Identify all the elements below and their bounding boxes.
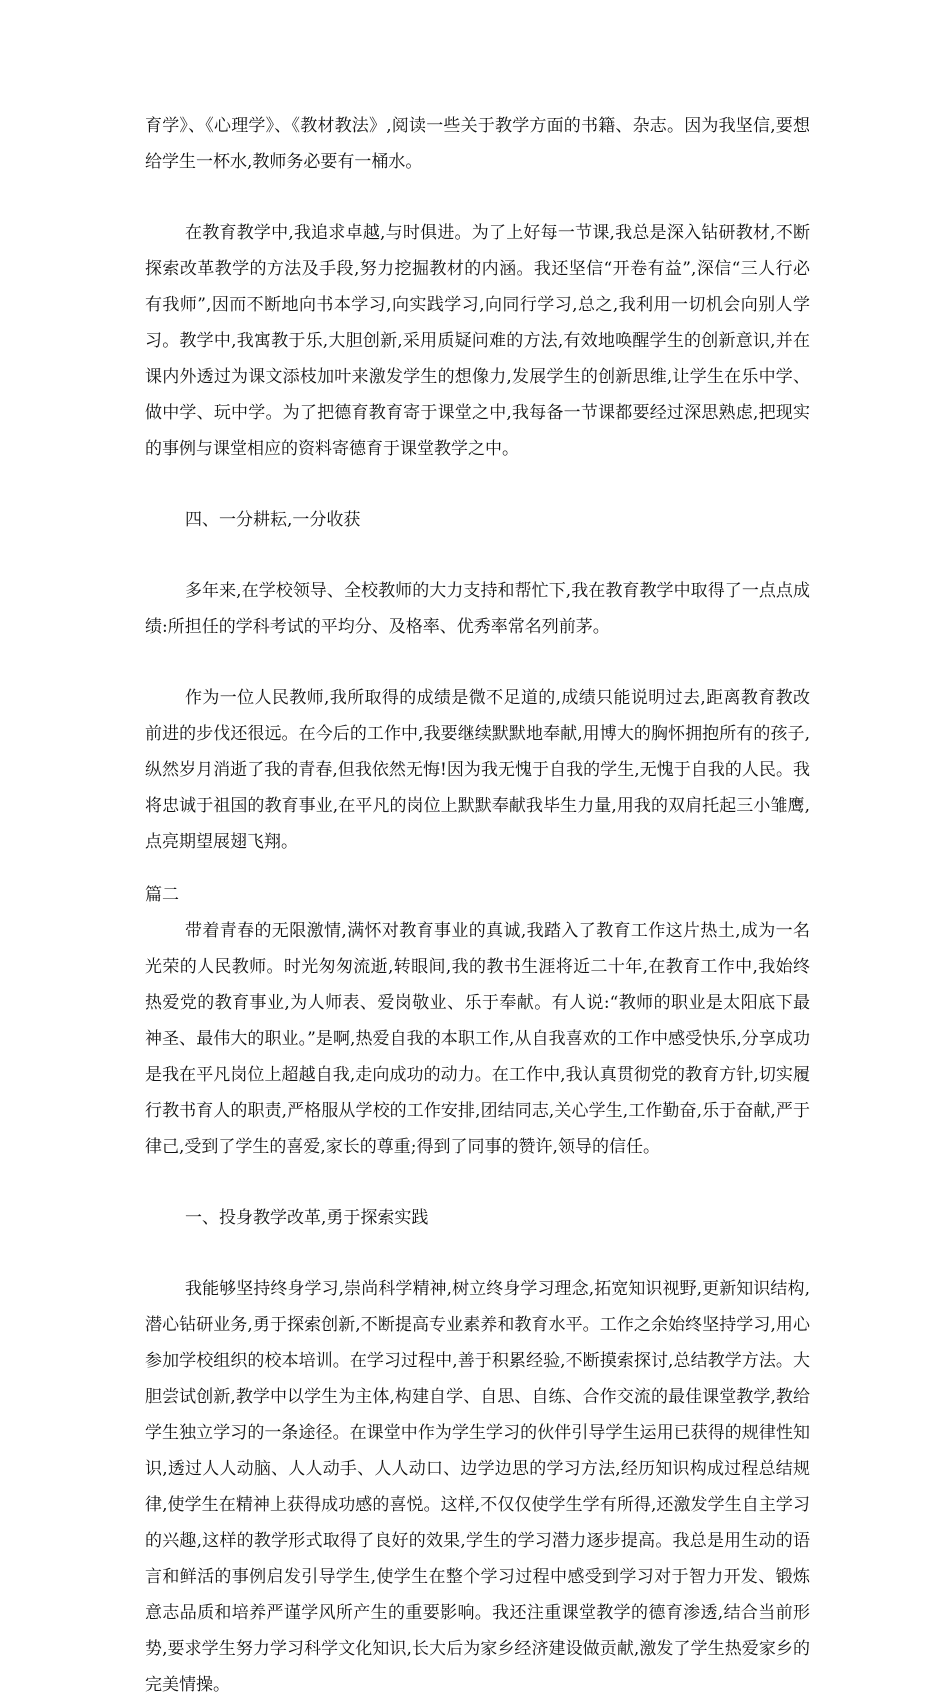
paragraph-spacer — [145, 1236, 810, 1271]
paragraph-spacer — [145, 860, 810, 877]
paragraph-achievements: 多年来,在学校领导、全校教师的大力支持和帮忙下,我在教育教学中取得了一点点成绩:所担任的学科考试的平均分、及格率、优秀率常名列前茅。 — [145, 581, 810, 637]
paragraph-spacer — [145, 1165, 810, 1200]
section-heading-four: 四、一分耕耘,一分收获 — [185, 510, 361, 530]
paragraph-spacer — [145, 180, 810, 215]
paragraph-spacer — [145, 538, 810, 573]
paragraph-teaching: 在教育教学中,我追求卓越,与时俱进。为了上好每一节课,我总是深入钻研教材,不断探索改革教学的方法及手段,努力挖掘教材的内涵。我还坚信“开卷有益”,深信“三人行必有我师”,因而不断地向书本学习,向实践学习,向同行学习,总之,我利用一切机会向别人学习。教学中,我寓教于乐,大胆创新,采用质疑问难的方法,有效地唤醒学生的创新意识,并在课内外透过为课文添枝加叶来激发学生的想像力,发展学生的创新思维,让学生在乐中学、做中学、玩中学。为了把德育教育寄于课堂之中,我每备一节课都要经过深思熟虑,把现实的事例与课堂相应的资料寄德育于课堂教学之中。 — [145, 223, 810, 459]
paragraph-future: 作为一位人民教师,我所取得的成绩是微不足道的,成绩只能说明过去,距离教育教改前进的步伐还很远。在今后的工作中,我要继续默默地奉献,用博大的胸怀拥抱所有的孩子,纵然岁月消逝了我的青春,但我依然无悔!因为我无愧于自我的学生,无愧于自我的人民。我将忠诚于祖国的教育事业,在平凡的岗位上默默奉献我毕生力量,用我的双肩托起三小雏鹰,点亮期望展翅飞翔。 — [145, 688, 810, 852]
paragraph-spacer — [145, 467, 810, 502]
section-heading-one: 一、投身教学改革,勇于探索实践 — [185, 1208, 429, 1228]
paragraph-spacer — [145, 645, 810, 680]
paragraph-continued: 育学》、《心理学》、《教材教法》,阅读一些关于教学方面的书籍、杂志。因为我坚信,要想给学生一杯水,教师务必要有一桶水。 — [145, 116, 810, 172]
document-body — [145, 108, 810, 1703]
paragraph-lifelong-learning: 我能够坚持终身学习,崇尚科学精神,树立终身学习理念,拓宽知识视野,更新知识结构,潜心钻研业务,勇于探索创新,不断提高专业素养和教育水平。工作之余始终坚持学习,用心参加学校组织的校本培训。在学习过程中,善于积累经验,不断摸索探讨,总结教学方法。大胆尝试创新,教学中以学生为主体,构建自学、自思、自练、合作交流的最佳课堂教学,教给学生独立学习的一条途径。在课堂中作为学生学习的伙伴引导学生运用已获得的规律性知识,透过人人动脑、人人动手、人人动口、边学边思的学习方法,经历知识构成过程总结规律,使学生在精神上获得成功感的喜悦。这样,不仅仅使学生学有所得,还激发学生自主学习的兴趣,这样的教学形式取得了良好的效果,学生的学习潜力逐步提高。我总是用生动的语言和鲜活的事例启发引导学生,使学生在整个学习过程中感受到学习对于智力开发、锻炼意志品质和培养严谨学风所产生的重要影响。我还注重课堂教学的德育渗透,结合当前形势,要求学生努力学习科学文化知识,长大后为家乡经济建设做贡献,激发了学生热爱家乡的完美情操。 — [145, 1279, 810, 1695]
chapter-label: 篇二 — [145, 885, 179, 905]
paragraph-intro-two: 带着青春的无限激情,满怀对教育事业的真诚,我踏入了教育工作这片热土,成为一名光荣的人民教师。时光匆匆流逝,转眼间,我的教书生涯将近二十年,在教育工作中,我始终热爱党的教育事业,为人师表、爱岗敬业、乐于奉献。有人说:“教师的职业是太阳底下最神圣、最伟大的职业。”是啊,热爱自我的本职工作,从自我喜欢的工作中感受快乐,分享成功是我在平凡岗位上超越自我,走向成功的动力。在工作中,我认真贯彻党的教育方针,切实履行教书育人的职责,严格服从学校的工作安排,团结同志,关心学生,工作勤奋,乐于奋献,严于律己,受到了学生的喜爱,家长的尊重;得到了同事的赞许,领导的信任。 — [145, 921, 810, 1157]
